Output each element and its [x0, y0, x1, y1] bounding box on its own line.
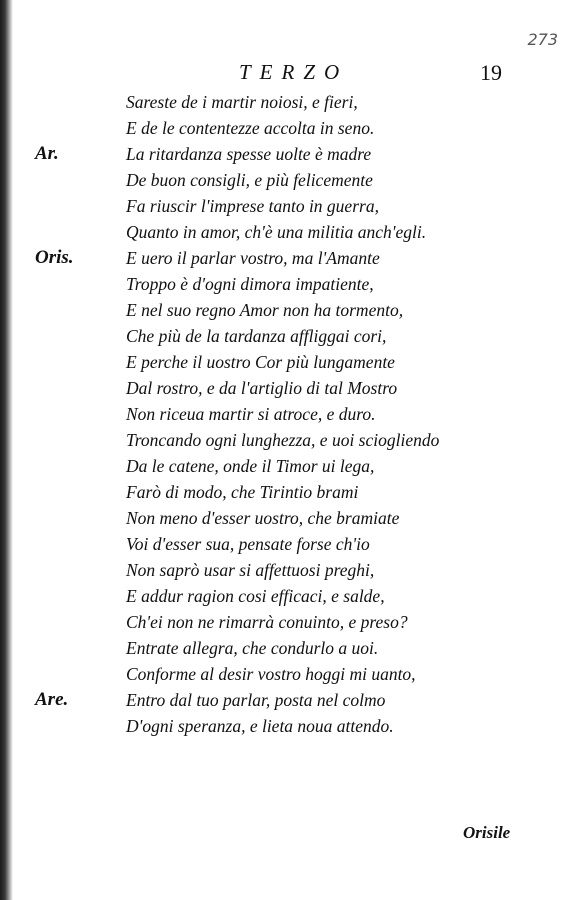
verse-line — [0, 557, 566, 583]
verse-line — [0, 297, 566, 323]
verse-line — [0, 89, 566, 115]
verse-line — [0, 141, 566, 167]
verse-text: E addur ragion cosi efficaci, e salde, — [126, 586, 385, 606]
verse-text: E perche il uostro Cor più lungamente — [126, 352, 395, 372]
verse-text: D'ogni speranza, e lieta noua attendo. — [126, 716, 394, 736]
verse-line — [0, 375, 566, 401]
verse-text: Voi d'esser sua, pensate forse ch'io — [126, 534, 370, 554]
verse-line — [0, 635, 566, 661]
speaker-label: Oris. — [35, 247, 74, 268]
verse-text: Non riceua martir si atroce, e duro. — [126, 404, 376, 424]
verse-text: E uero il parlar vostro, ma l'Amante — [126, 248, 380, 268]
verse-line — [0, 479, 566, 505]
verse-text: Dal rostro, e da l'artiglio di tal Mostro — [126, 378, 398, 398]
verse-line — [0, 401, 566, 427]
verse-line — [0, 323, 566, 349]
verse-text: Ch'ei non ne rimarrà conuinto, e preso? — [126, 612, 408, 632]
verse-line — [0, 453, 566, 479]
verse-line — [0, 661, 566, 687]
verse-line — [0, 713, 566, 739]
verse-line — [0, 583, 566, 609]
running-head: TERZO — [239, 60, 349, 84]
handwritten-folio-number: 273 — [527, 30, 558, 49]
verse-line — [0, 193, 566, 219]
verse-text: Fa riuscir l'imprese tanto in guerra, — [126, 196, 379, 216]
verse-text: E nel suo regno Amor non ha tormento, — [126, 300, 404, 320]
verse-line — [0, 531, 566, 557]
page-number: 19 — [480, 60, 502, 85]
verse-text: Non meno d'esser uostro, che bramiate — [126, 508, 400, 528]
verse-line — [0, 245, 566, 271]
verse-text: Da le catene, onde il Timor ui lega, — [126, 456, 375, 476]
catchword: Orisile — [463, 823, 511, 842]
verse-line — [0, 349, 566, 375]
verse-text: Troppo è d'ogni dimora impatiente, — [126, 274, 374, 294]
verse-text: Non saprò usar si affettuosi preghi, — [126, 560, 375, 580]
verse-text: Entro dal tuo parlar, posta nel colmo — [126, 690, 386, 710]
verse-line — [0, 427, 566, 453]
verse-text: Farò di modo, che Tirintio brami — [126, 482, 359, 502]
verse-text: Quanto in amor, ch'è una militia anch'egli. — [126, 222, 427, 242]
verse-line — [0, 115, 566, 141]
verse-text: Troncando ogni lunghezza, e uoi sciogliendo — [126, 430, 440, 450]
verse-text: Sareste de i martir noiosi, e fieri, — [126, 92, 358, 112]
verse-text: Che più de la tardanza affliggai cori, — [126, 326, 387, 346]
verse-text: Conforme al desir vostro hoggi mi uanto, — [126, 664, 416, 684]
verse-line — [0, 271, 566, 297]
speaker-label: Ar. — [35, 143, 59, 164]
verse-text: De buon consigli, e più felicemente — [126, 170, 373, 190]
verse-text: La ritardanza spesse uolte è madre — [126, 144, 372, 164]
verse-line — [0, 167, 566, 193]
verse-line — [0, 219, 566, 245]
verse-text: Entrate allegra, che condurlo a uoi. — [126, 638, 379, 658]
verse-text: E de le contentezze accolta in seno. — [126, 118, 375, 138]
verse-line — [0, 505, 566, 531]
speaker-label: Are. — [35, 689, 69, 710]
verse-lines — [0, 89, 566, 739]
verse-line — [0, 687, 566, 713]
verse-line — [0, 609, 566, 635]
